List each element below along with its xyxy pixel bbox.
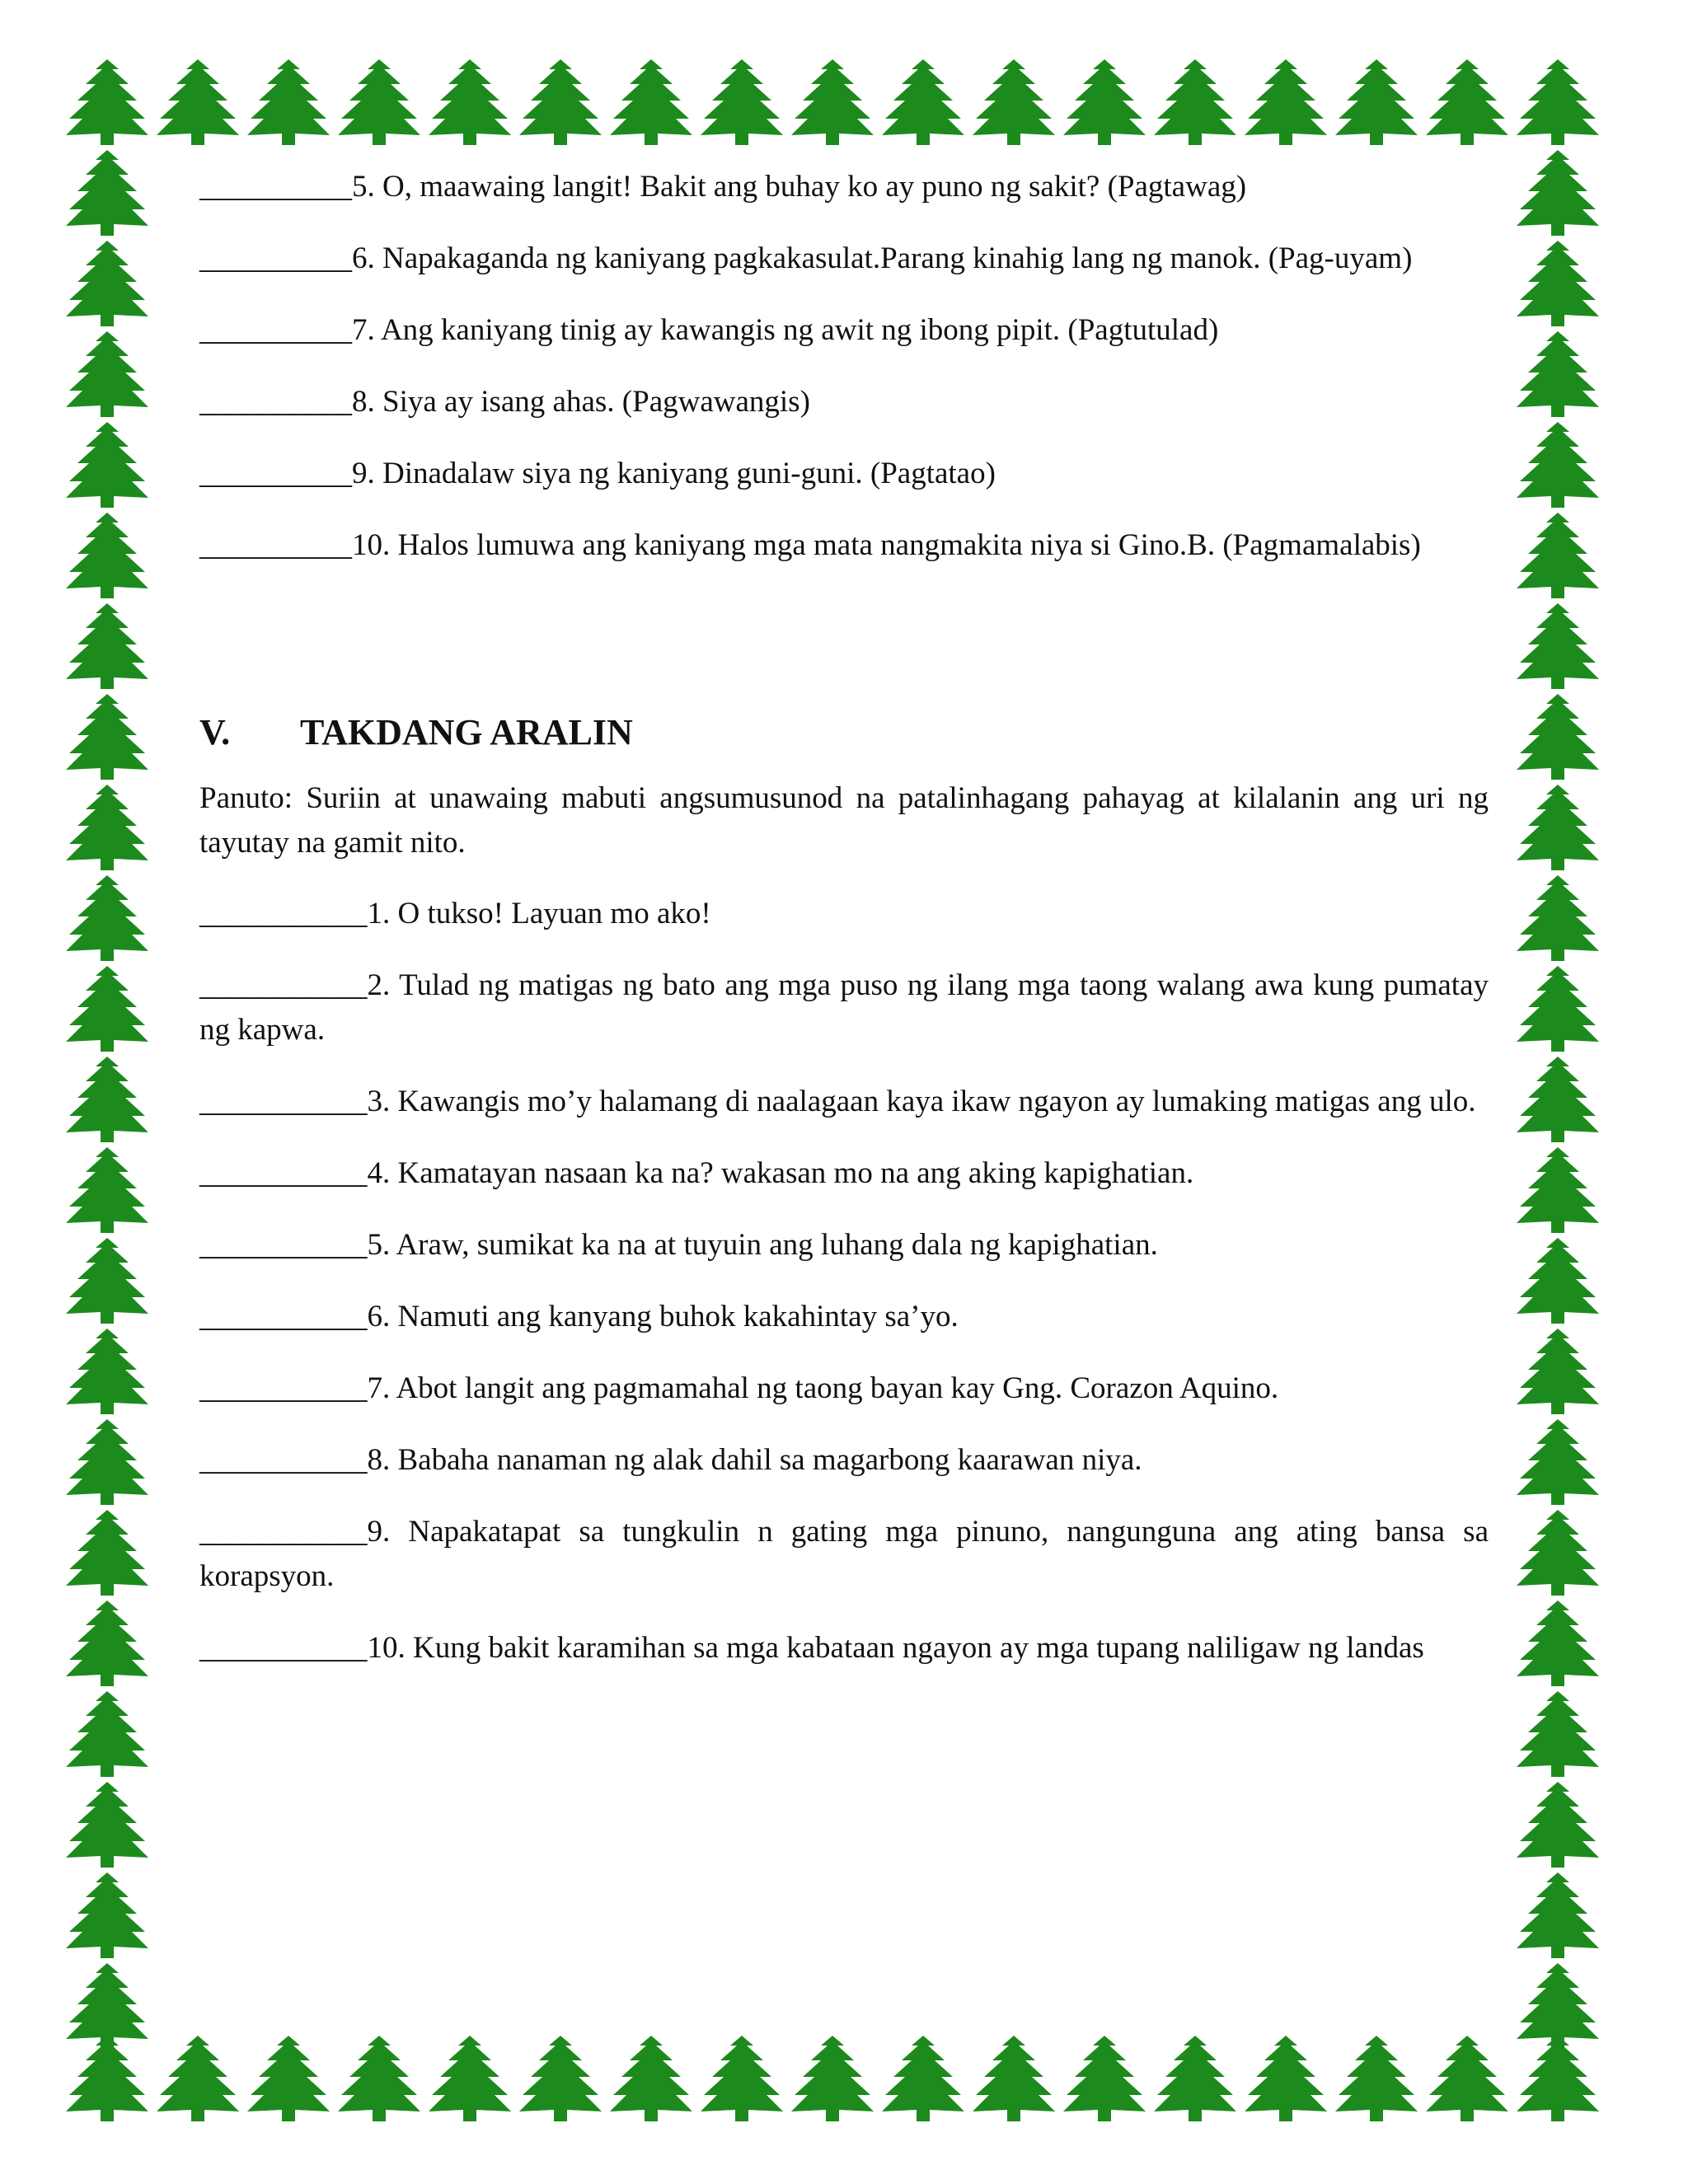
pine-tree-icon	[66, 422, 148, 508]
pine-tree-icon	[66, 1601, 148, 1686]
pine-tree-icon	[1517, 150, 1599, 236]
answer-blank: ___________	[199, 1085, 368, 1118]
pine-tree-icon	[1063, 2036, 1146, 2121]
instructions: Panuto: Suriin at unawaing mabuti angsumusunod na patalinhagang pahayag at kilalanin ang uri ng tayutay na gamit nito.	[199, 781, 1489, 860]
answer-blank: ___________	[199, 968, 368, 1002]
item-text: 5. O, maawaing langit! Bakit ang buhay ko ay puno ng sakit? (Pagtawag)	[352, 170, 1247, 204]
answer-blank: __________	[199, 241, 352, 275]
pine-tree-icon	[1063, 59, 1146, 145]
pine-tree-icon	[1426, 59, 1508, 145]
answer-blank: ___________	[199, 1156, 368, 1190]
assignment-item	[199, 1080, 1489, 1124]
assignment-item	[199, 1510, 1489, 1599]
pine-tree-icon	[66, 1238, 148, 1324]
pine-tree-icon	[791, 2036, 874, 2121]
worksheet-content	[199, 165, 1489, 1698]
answer-blank: __________	[199, 457, 352, 490]
pine-tree-icon	[1517, 603, 1599, 689]
answer-blank: ___________	[199, 1371, 368, 1405]
item-text: 1. O tukso! Layuan mo ako!	[367, 897, 711, 930]
pine-tree-icon	[157, 2036, 239, 2121]
pine-tree-icon	[1335, 2036, 1418, 2121]
section-number: V.	[199, 712, 231, 752]
item-text: 7. Abot langit ang pagmamahal ng taong bayan kay Gng. Corazon Aquino.	[367, 1371, 1279, 1405]
pine-tree-icon	[1517, 1057, 1599, 1142]
pine-tree-icon	[1245, 2036, 1327, 2121]
pine-tree-icon	[1517, 875, 1599, 961]
pine-tree-icon	[610, 2036, 692, 2121]
pine-tree-icon	[338, 59, 420, 145]
pine-tree-icon	[66, 1419, 148, 1505]
pine-tree-icon	[66, 694, 148, 780]
answer-blank: ___________	[199, 1300, 368, 1333]
pine-tree-icon	[157, 59, 239, 145]
pine-tree-icon	[1517, 422, 1599, 508]
item-text: 3. Kawangis mo’y halamang di naalagaan kaya ikaw ngayon ay lumaking matigas ang ulo.	[367, 1085, 1476, 1118]
exercise-item	[199, 523, 1489, 568]
pine-tree-icon	[1517, 1238, 1599, 1324]
pine-tree-icon	[247, 59, 330, 145]
pine-tree-icon	[66, 59, 148, 145]
pine-tree-icon	[1517, 1601, 1599, 1686]
assignment-item	[199, 963, 1489, 1052]
pine-tree-icon	[66, 785, 148, 870]
item-text: 8. Babaha nanaman ng alak dahil sa magarbong kaarawan niya.	[367, 1443, 1142, 1477]
pine-tree-icon	[1517, 331, 1599, 417]
item-text: 10. Halos lumuwa ang kaniyang mga mata nangmakita niya si Gino.B. (Pagmamalabis)	[352, 528, 1421, 562]
pine-tree-icon	[429, 2036, 511, 2121]
pine-tree-icon	[66, 875, 148, 961]
answer-blank: ___________	[199, 1443, 368, 1477]
assignment-item	[199, 1151, 1489, 1196]
pine-tree-icon	[1517, 1963, 1599, 2049]
item-text: 9. Dinadalaw siya ng kaniyang guni-guni. (Pagtatao)	[352, 457, 996, 490]
assignment-items-list	[199, 892, 1489, 1671]
pine-tree-icon	[66, 1963, 148, 2049]
pine-tree-icon	[1517, 694, 1599, 780]
pine-tree-icon	[66, 1782, 148, 1868]
pine-tree-icon	[1517, 785, 1599, 870]
pine-tree-icon	[1335, 59, 1418, 145]
pine-tree-icon	[1245, 59, 1327, 145]
pine-tree-icon	[66, 1329, 148, 1414]
answer-blank: __________	[199, 385, 352, 419]
pine-tree-icon	[1154, 59, 1236, 145]
item-text: 6. Namuti ang kanyang buhok kakahintay sa’yo.	[367, 1300, 959, 1333]
exercise-item	[199, 380, 1489, 424]
pine-tree-icon	[66, 513, 148, 598]
pine-tree-icon	[882, 2036, 964, 2121]
pine-tree-icon	[247, 2036, 330, 2121]
answer-blank: ___________	[199, 897, 368, 930]
assignment-item	[199, 1626, 1489, 1671]
pine-tree-icon	[1517, 241, 1599, 326]
pine-tree-icon	[338, 2036, 420, 2121]
section-title: TAKDANG ARALIN	[300, 712, 633, 752]
assignment-item	[199, 1438, 1489, 1483]
pine-tree-icon	[66, 331, 148, 417]
answer-blank: ___________	[199, 1515, 368, 1549]
pine-tree-icon	[66, 241, 148, 326]
pine-tree-icon	[1517, 1329, 1599, 1414]
pine-tree-icon	[429, 59, 511, 145]
answer-blank: ___________	[199, 1631, 368, 1665]
pine-tree-icon	[1154, 2036, 1236, 2121]
exercise-item	[199, 237, 1489, 281]
item-text: 2. Tulad ng matigas ng bato ang mga puso ng ilang mga taong walang awa kung pumatay ng kapwa.	[199, 968, 1489, 1047]
assignment-item	[199, 892, 1489, 936]
pine-tree-icon	[1517, 1510, 1599, 1596]
pine-tree-icon	[66, 1872, 148, 1958]
section-heading	[199, 710, 1489, 755]
pine-tree-icon	[1517, 1691, 1599, 1777]
pine-tree-icon	[519, 2036, 602, 2121]
previous-items-list	[199, 165, 1489, 568]
pine-tree-icon	[66, 1691, 148, 1777]
pine-tree-icon	[1517, 1147, 1599, 1233]
pine-tree-icon	[66, 1510, 148, 1596]
pine-tree-icon	[882, 59, 964, 145]
exercise-item	[199, 452, 1489, 496]
pine-tree-icon	[1517, 1782, 1599, 1868]
item-text: 10. Kung bakit karamihan sa mga kabataan ngayon ay mga tupang naliligaw ng landas	[367, 1631, 1424, 1665]
pine-tree-icon	[66, 1057, 148, 1142]
item-text: 8. Siya ay isang ahas. (Pagwawangis)	[352, 385, 810, 419]
pine-tree-icon	[66, 150, 148, 236]
pine-tree-icon	[1426, 2036, 1508, 2121]
exercise-item	[199, 165, 1489, 209]
exercise-item	[199, 308, 1489, 353]
answer-blank: __________	[199, 528, 352, 562]
pine-tree-icon	[701, 59, 783, 145]
item-text: 7. Ang kaniyang tinig ay kawangis ng awit ng ibong pipit. (Pagtutulad)	[352, 313, 1219, 347]
item-text: 4. Kamatayan nasaan ka na? wakasan mo na ang aking kapighatian.	[367, 1156, 1194, 1190]
pine-tree-icon	[1517, 1419, 1599, 1505]
assignment-item	[199, 1295, 1489, 1339]
item-text: 6. Napakaganda ng kaniyang pagkakasulat.Parang kinahig lang ng manok. (Pag-uyam)	[352, 241, 1413, 275]
pine-tree-icon	[519, 59, 602, 145]
pine-tree-icon	[610, 59, 692, 145]
pine-tree-icon	[973, 59, 1055, 145]
assignment-item	[199, 1366, 1489, 1411]
pine-tree-icon	[701, 2036, 783, 2121]
answer-blank: __________	[199, 313, 352, 347]
item-text: 5. Araw, sumikat ka na at tuyuin ang luhang dala ng kapighatian.	[367, 1228, 1158, 1262]
pine-tree-icon	[66, 603, 148, 689]
pine-tree-icon	[973, 2036, 1055, 2121]
pine-tree-icon	[1517, 1872, 1599, 1958]
pine-tree-icon	[66, 1147, 148, 1233]
pine-tree-icon	[791, 59, 874, 145]
assignment-item	[199, 1223, 1489, 1268]
pine-tree-icon	[1517, 513, 1599, 598]
pine-tree-icon	[1517, 59, 1599, 145]
item-text: 9. Napakatapat sa tungkulin n gating mga pinuno, nangunguna ang ating bansa sa korapsyon.	[199, 1515, 1489, 1593]
pine-tree-icon	[1517, 966, 1599, 1052]
pine-tree-icon	[66, 966, 148, 1052]
answer-blank: ___________	[199, 1228, 368, 1262]
answer-blank: __________	[199, 170, 352, 204]
